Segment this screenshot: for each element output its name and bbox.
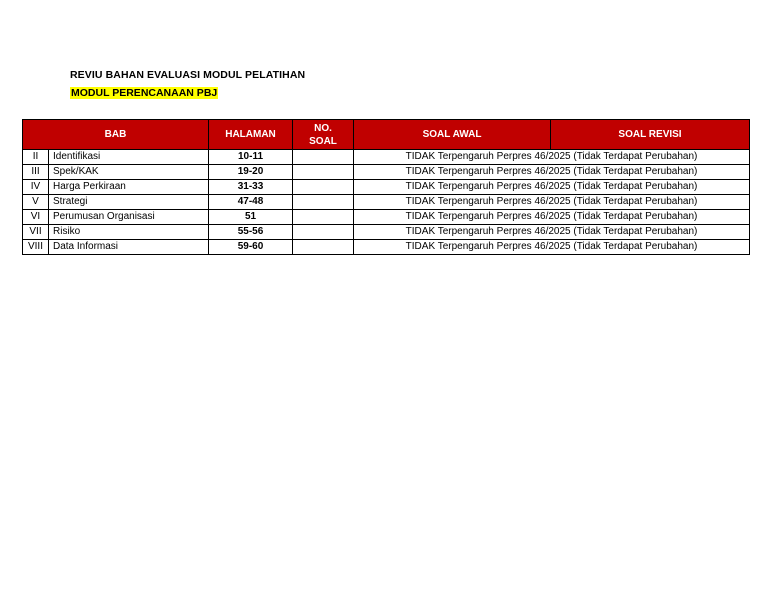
header-no-soal: NO. SOAL (293, 120, 354, 150)
row-number: III (23, 165, 49, 180)
module-subtitle: MODUL PERENCANAAN PBJ (71, 87, 218, 99)
row-halaman: 59-60 (209, 240, 293, 255)
row-number: V (23, 195, 49, 210)
row-number: IV (23, 180, 49, 195)
row-bab: Data Informasi (49, 240, 209, 255)
row-number: VII (23, 225, 49, 240)
table-row (23, 150, 750, 165)
row-note: TIDAK Terpengaruh Perpres 46/2025 (Tidak Terdapat Perubahan) (354, 210, 750, 225)
row-halaman: 10-11 (209, 150, 293, 165)
row-no-soal (293, 210, 354, 225)
row-no-soal (293, 240, 354, 255)
row-halaman: 55-56 (209, 225, 293, 240)
row-bab: Risiko (49, 225, 209, 240)
row-bab: Identifikasi (49, 150, 209, 165)
row-halaman: 51 (209, 210, 293, 225)
row-number: VIII (23, 240, 49, 255)
table-row (23, 180, 750, 195)
row-halaman: 47-48 (209, 195, 293, 210)
row-number: VI (23, 210, 49, 225)
row-note: TIDAK Terpengaruh Perpres 46/2025 (Tidak Terdapat Perubahan) (354, 165, 750, 180)
header-halaman: HALAMAN (209, 120, 293, 150)
row-no-soal (293, 225, 354, 240)
table-row (23, 165, 750, 180)
row-bab: Strategi (49, 195, 209, 210)
table-row (23, 225, 750, 240)
row-note: TIDAK Terpengaruh Perpres 46/2025 (Tidak Terdapat Perubahan) (354, 150, 750, 165)
table-header-row (23, 120, 750, 150)
row-halaman: 19-20 (209, 165, 293, 180)
row-note: TIDAK Terpengaruh Perpres 46/2025 (Tidak Terdapat Perubahan) (354, 180, 750, 195)
row-no-soal (293, 180, 354, 195)
row-bab: Perumusan Organisasi (49, 210, 209, 225)
row-number: II (23, 150, 49, 165)
row-halaman: 31-33 (209, 180, 293, 195)
row-note: TIDAK Terpengaruh Perpres 46/2025 (Tidak Terdapat Perubahan) (354, 225, 750, 240)
review-table (22, 119, 750, 255)
row-no-soal (293, 195, 354, 210)
row-no-soal (293, 165, 354, 180)
header-soal-awal: SOAL AWAL (354, 120, 551, 150)
row-note: TIDAK Terpengaruh Perpres 46/2025 (Tidak Terdapat Perubahan) (354, 240, 750, 255)
row-bab: Harga Perkiraan (49, 180, 209, 195)
header-bab: BAB (23, 120, 209, 150)
table-row (23, 240, 750, 255)
row-note: TIDAK Terpengaruh Perpres 46/2025 (Tidak Terdapat Perubahan) (354, 195, 750, 210)
header-soal-revisi: SOAL REVISI (551, 120, 750, 150)
row-no-soal (293, 150, 354, 165)
table-row (23, 210, 750, 225)
document-title: REVIU BAHAN EVALUASI MODUL PELATIHAN (70, 69, 306, 81)
row-bab: Spek/KAK (49, 165, 209, 180)
table-row (23, 195, 750, 210)
